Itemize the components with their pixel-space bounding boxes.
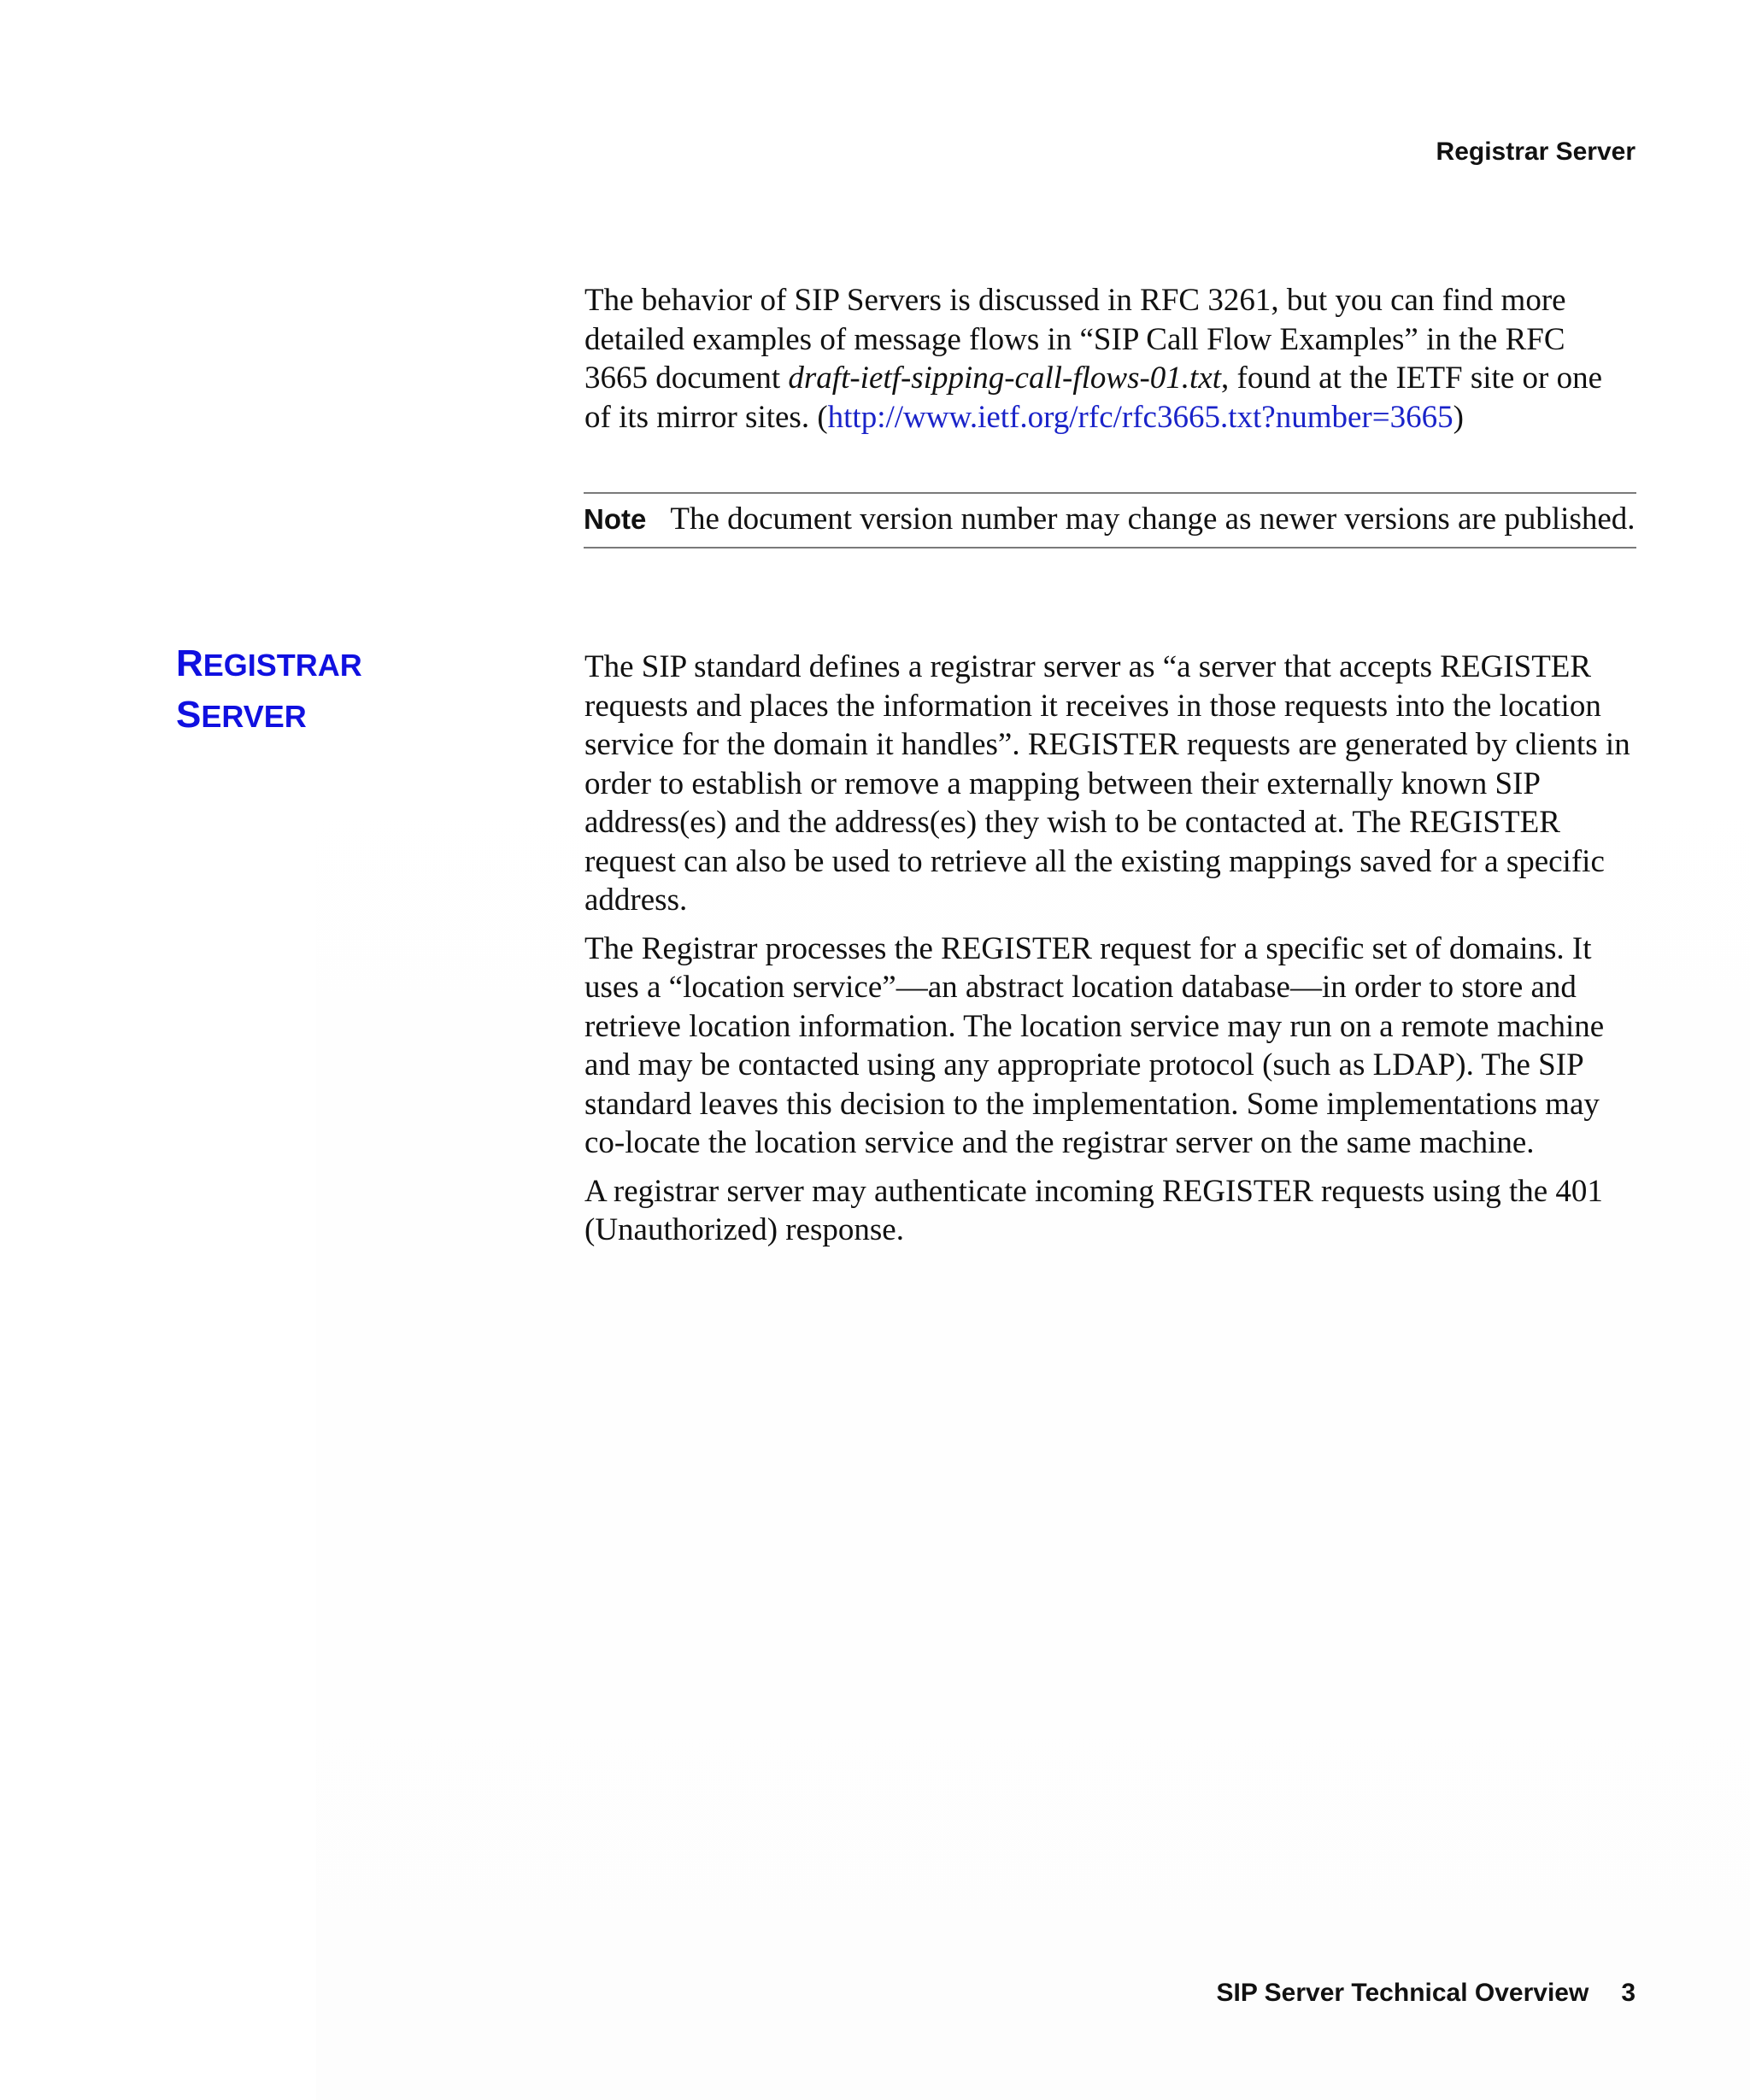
note-text: The document version number may change as newer versions are published. (670, 502, 1635, 537)
page-footer (1217, 1979, 1636, 2008)
heading-rest-2: ERVER (201, 699, 307, 734)
running-header: Registrar Server (1436, 138, 1635, 166)
intro-text-cont: , found at the IETF site or one of its mirror sites. ( (584, 361, 1602, 435)
page-number: 3 (1621, 1979, 1635, 2007)
footer-title: SIP Server Technical Overview (1216, 1979, 1589, 2007)
heading-initial-1: R (176, 642, 203, 684)
body-paragraph: A registrar server may authenticate incoming REGISTER requests using the 401 (Unauthorized) response. (584, 1173, 1603, 1247)
heading-rest-1: EGISTRAR (203, 648, 362, 683)
note-label: Note (584, 503, 647, 535)
section-body (584, 648, 1635, 1250)
body-paragraph: The Registrar processes the REGISTER request for a specific set of domains. It uses a “location service”—an abstract location database—in order to store and retrieve location information. The location service may run on a remote machine and may be contacted using any appropriate protocol (such as LDAP). The SIP standard leaves this decision to the implementation. Some implementations may co-locate the location service and the registrar server on the same machine. (584, 930, 1605, 1160)
note-box (584, 492, 1636, 548)
heading-initial-2: S (176, 694, 202, 736)
section-heading (176, 642, 362, 745)
intro-text: The behavior of SIP Servers is discussed in RFC 3261, but you can find more detailed examples of message flows in “SIP Call Flow Examples” in the RFC 3665 document (584, 283, 1566, 396)
ietf-link[interactable]: http://www.ietf.org/rfc/rfc3665.txt?number=3665 (827, 399, 1453, 435)
intro-paragraph (584, 281, 1635, 437)
intro-text-end: ) (1453, 399, 1464, 435)
document-name: draft-ietf-sipping-call-flows-01.txt (788, 361, 1222, 396)
body-paragraph: The SIP standard defines a registrar server as “a server that accepts REGISTER requests and places the information it receives in those requests into the location service for the domain it handles”. REGISTER requests are generated by clients in order to establish or remove a mapping between their externally known SIP address(es) and the address(es) they wish to be contacted at. The REGISTER request can also be used to retrieve all the existing mappings saved for a specific address. (584, 649, 1630, 918)
